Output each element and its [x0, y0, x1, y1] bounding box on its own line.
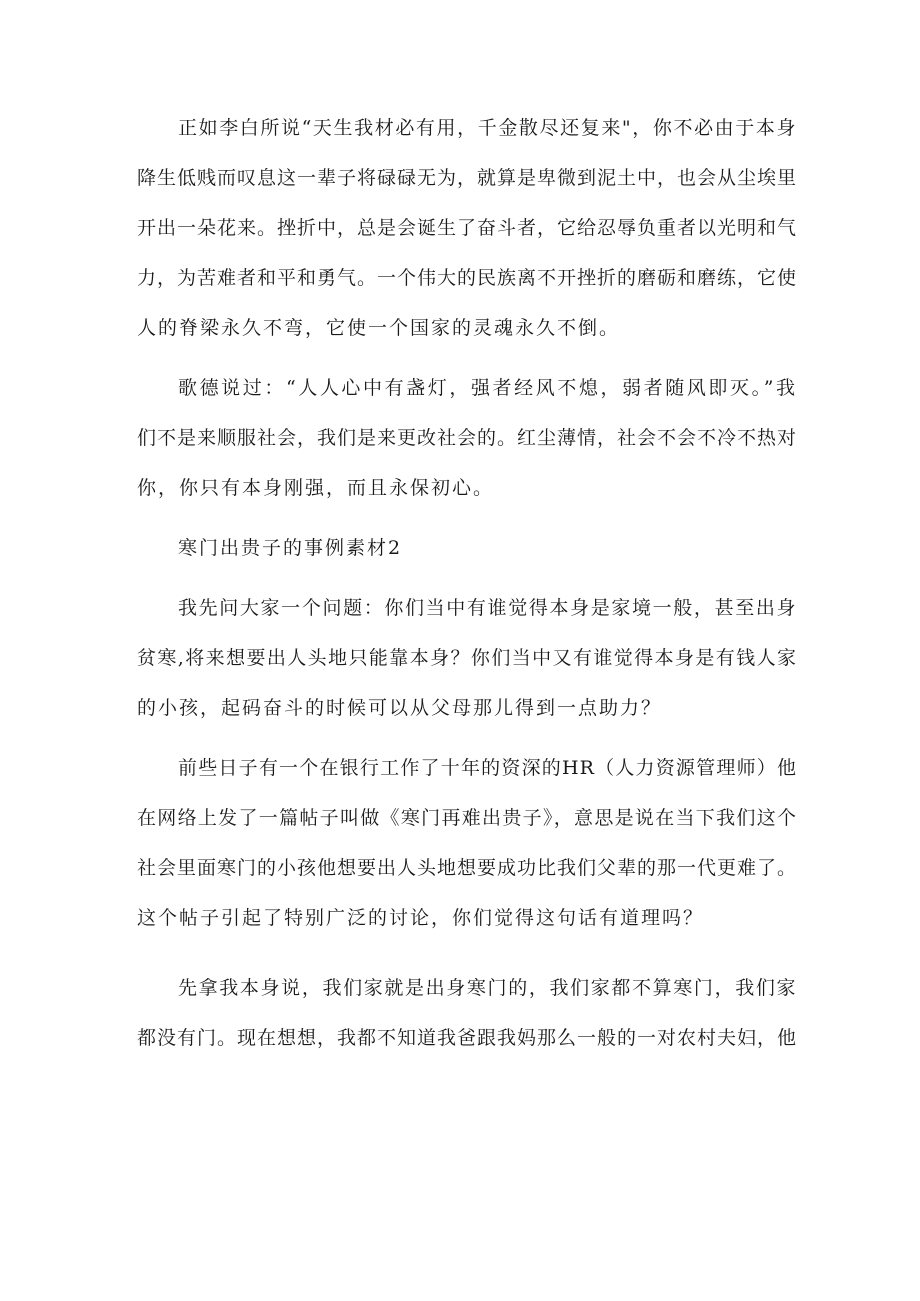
- paragraph-1-line-2: 降生低贱而叹息这一辈子将碌碌无为，就算是卑微到泥土中，也会从尘埃里: [137, 167, 798, 189]
- section-heading: 寒门出贵子的事例素材2: [178, 537, 403, 559]
- paragraph-4-line-1: 前些日子有一个在银行工作了十年的资深的HR（人力资源管理师）他: [178, 757, 797, 779]
- paragraph-3-line-2: 贫寒,将来想要出人头地只能靠本身？你们当中又有谁觉得本身是有钱人家: [137, 647, 797, 669]
- paragraph-1-line-3: 开出一朵花来。挫折中，总是会诞生了奋斗者，它给忍辱负重者以光明和气: [137, 217, 798, 239]
- paragraph-1-line-5: 人的脊梁永久不弯，它使一个国家的灵魂永久不倒。: [137, 317, 621, 339]
- paragraph-1-line-1: 正如李白所说“天生我材必有用，千金散尽还复来"，你不必由于本身: [178, 117, 797, 139]
- paragraph-5-line-1: 先拿我本身说，我们家就是出身寒门的，我们家都不算寒门，我们家: [178, 977, 797, 999]
- paragraph-3-line-1: 我先问大家一个问题：你们当中有谁觉得本身是家境一般，甚至出身: [178, 597, 797, 619]
- paragraph-3-line-3: 的小孩，起码奋斗的时候可以从父母那儿得到一点助力？: [137, 697, 663, 719]
- paragraph-4-line-2: 在网络上发了一篇帖子叫做《寒门再难出贵子》，意思是说在当下我们这个: [137, 807, 797, 829]
- paragraph-1-line-4: 力，为苦难者和平和勇气。一个伟大的民族离不开挫折的磨砺和磨练，它使: [137, 267, 798, 289]
- paragraph-4-line-3: 社会里面寒门的小孩他想要出人头地想要成功比我们父辈的那一代更难了。: [137, 857, 798, 879]
- paragraph-5-line-2: 都没有门。现在想想，我都不知道我爸跟我妈那么一般的一对农村夫妇，他: [137, 1027, 798, 1049]
- paragraph-2-line-2: 们不是来顺服社会，我们是来更改社会的。红尘薄情，社会不会不冷不热对: [137, 427, 798, 449]
- paragraph-2-line-3: 你，你只有本身刚强，而且永保初心。: [137, 477, 495, 499]
- paragraph-4-line-4: 这个帖子引起了特别广泛的讨论，你们觉得这句话有道理吗？: [137, 907, 705, 929]
- paragraph-2-line-1: 歌德说过：“人人心中有盏灯，强者经风不熄，弱者随风即灭。”我: [178, 377, 797, 399]
